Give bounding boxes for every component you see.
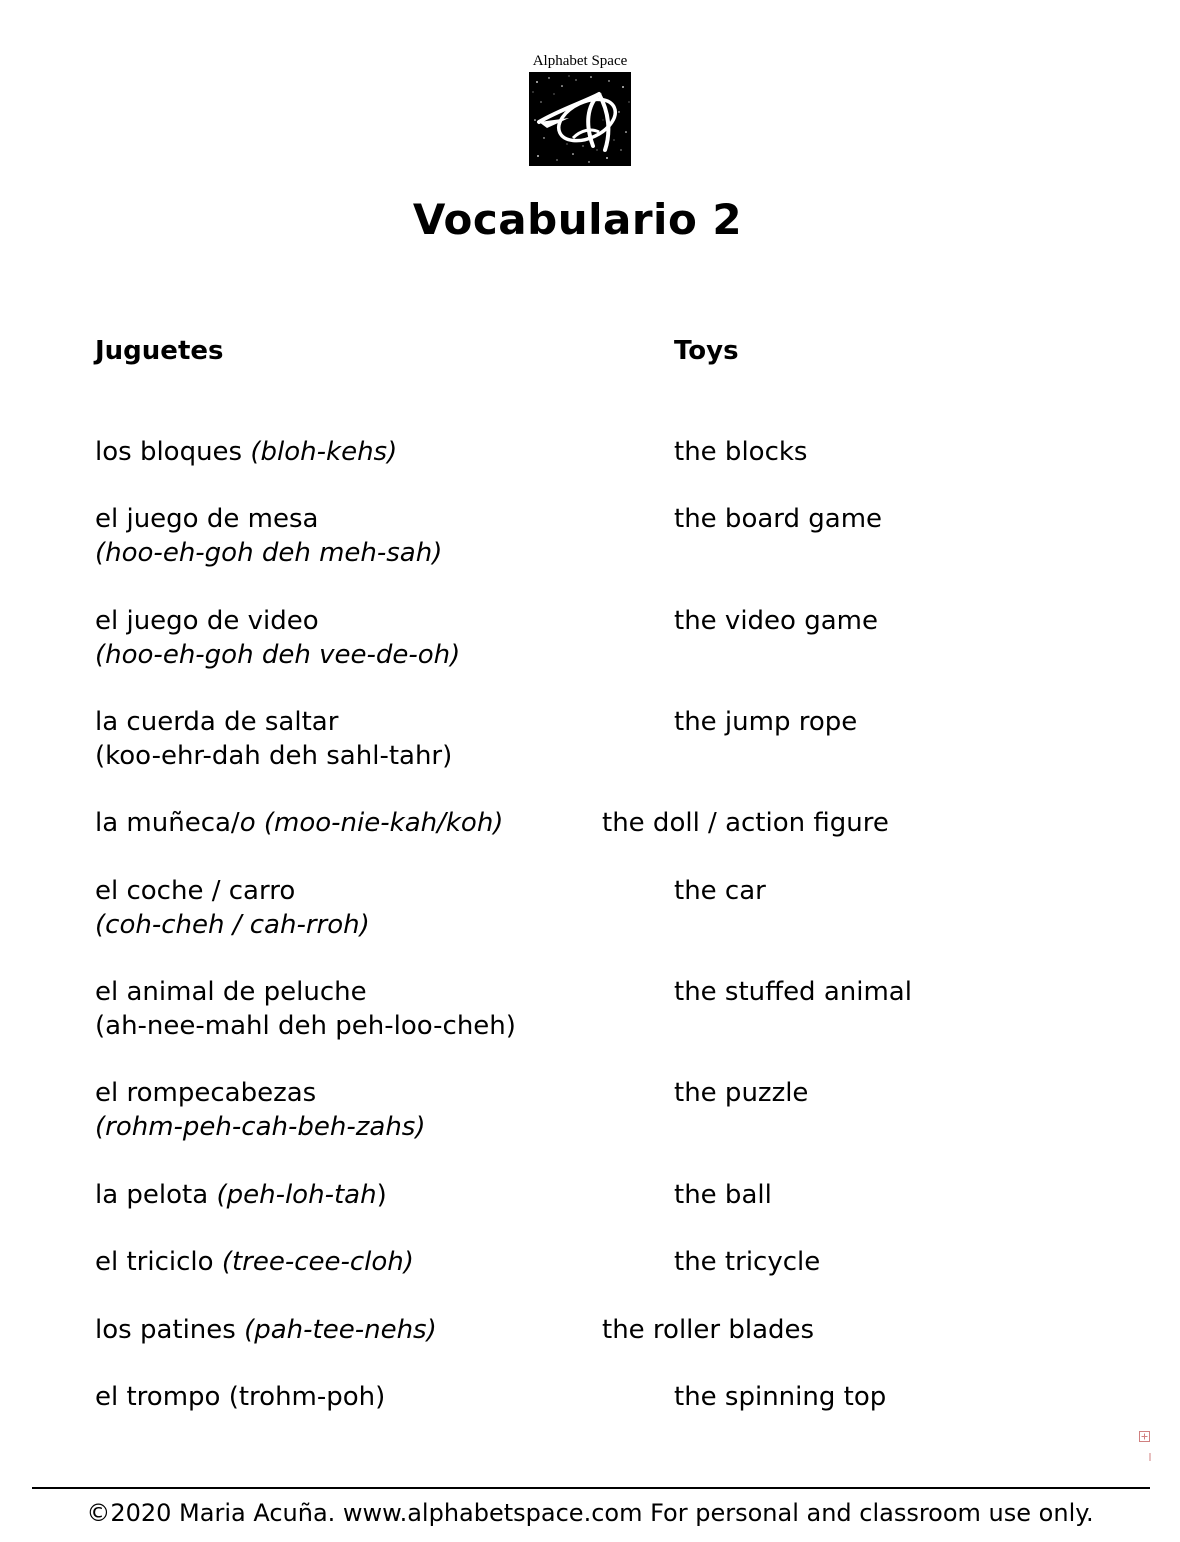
pronunciation: (coh-cheh / cah-rroh) [95,910,370,940]
pronunciation: (peh-loh-tah [216,1180,377,1210]
spanish-term: el triciclo (tree-cee-cloh) [95,1247,414,1277]
english-translation: the doll / action figure [602,808,889,838]
pronunciation: (rohm-peh-cah-beh-zahs) [95,1112,426,1142]
pronunciation: (ah-nee-mahl deh peh-loo-cheh) [95,1011,516,1041]
spanish-term: el coche / carro [95,876,296,906]
spanish-term: el trompo (trohm-poh) [95,1382,386,1412]
pronunciation: (tree-cee-cloh) [221,1247,414,1277]
english-translation: the blocks [674,437,808,467]
spanish-term: el rompecabezas [95,1078,317,1108]
english-translation: the roller blades [602,1315,815,1345]
footer-divider [32,1487,1150,1489]
english-translation: the puzzle [674,1078,809,1108]
spanish-term: la muñeca/o (moo-nie-kah/koh) [95,808,504,838]
pronunciation: (koo-ehr-dah deh sahl-tahr) [95,741,453,771]
english-translation: the ball [674,1180,772,1210]
spanish-term: los bloques (bloh-kehs) [95,437,398,467]
alphabet-space-logo-icon [529,72,631,166]
anchor-marker-icon [1139,1431,1151,1461]
english-translation: the spinning top [674,1382,887,1412]
pronunciation: (bloh-kehs) [250,437,398,467]
pronunciation: (hoo-eh-goh deh vee-de-oh) [95,640,461,670]
english-translation: the stuffed animal [674,977,912,1007]
spanish-term: el animal de peluche [95,977,367,1007]
english-translation: the board game [674,504,883,534]
pronunciation: (moo-nie-kah/koh) [255,808,504,838]
spanish-term: el juego de mesa [95,504,319,534]
footer-copyright: ©2020 Maria Acuña. www.alphabetspace.com For personal and classroom use only. [86,1499,1094,1527]
spanish-term: los patines (pah-tee-nehs) [95,1315,437,1345]
spanish-term: el juego de video [95,606,319,636]
english-translation: the video game [674,606,878,636]
pronunciation: (pah-tee-nehs) [244,1315,437,1345]
english-translation: the jump rope [674,707,858,737]
english-column-header: Toys [674,336,739,366]
spanish-term: la pelota (peh-loh-tah) [95,1180,387,1210]
spanish-term: la cuerda de saltar [95,707,339,737]
spanish-column-header: Juguetes [95,336,224,366]
pronunciation: (hoo-eh-goh deh meh-sah) [95,538,443,568]
english-translation: the car [674,876,766,906]
logo [0,52,1160,166]
english-translation: the tricycle [674,1247,821,1277]
logo-text: Alphabet Space [532,53,628,69]
page-title: Vocabulario 2 [412,195,743,244]
